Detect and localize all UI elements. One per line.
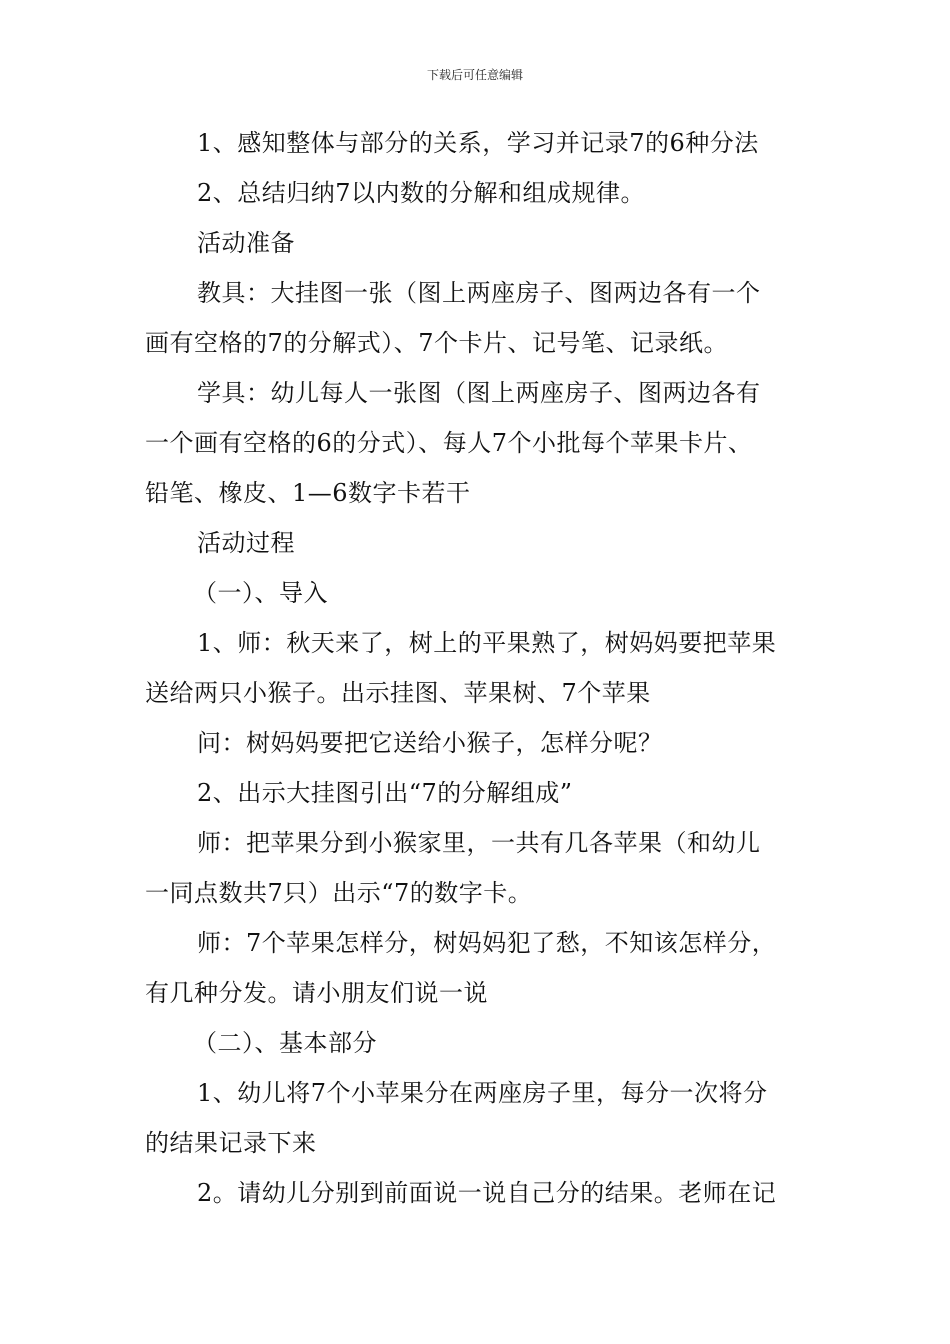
subsection-heading: （二）、基本部分 [193,1029,377,1057]
paragraph-line: 2、总结归纳7以内数的分解和组成规律。 [197,179,646,207]
page-header: 下载后可任意编辑 [426,68,523,82]
paragraph-line: 1、师：秋天来了，树上的平果熟了，树妈妈要把苹果 [197,629,777,657]
paragraph-line: 一个画有空格的6的分式）、每人7个小批每个苹果卡片、 [145,429,753,457]
paragraph-line: 一同点数共7只）出示“7的数字卡。 [145,879,533,907]
paragraph-line: 画有空格的7的分解式）、7个卡片、记号笔、记录纸。 [145,329,729,357]
paragraph-line: 送给两只小猴子。出示挂图、苹果树、7个苹果 [145,679,651,707]
subsection-heading: （一）、导入 [193,579,328,607]
section-heading: 活动过程 [197,529,295,557]
paragraph-line: 教具：大挂图一张（图上两座房子、图两边各有一个 [197,279,761,307]
paragraph-line: 1、感知整体与部分的关系，学习并记录7的6种分法 [197,129,759,157]
section-heading: 活动准备 [197,229,295,257]
paragraph-line: 问：树妈妈要把它送给小猴子，怎样分呢？ [197,729,663,757]
paragraph-line: 学具：幼儿每人一张图（图上两座房子、图两边各有 [197,379,761,407]
paragraph-line: 师：把苹果分到小猴家里，一共有几各苹果（和幼儿 [197,829,761,857]
paragraph-line: 铅笔、橡皮、1—6数字卡若干 [145,479,471,507]
paragraph-line: 的结果记录下来 [145,1129,317,1157]
paragraph-line: 师：7个苹果怎样分，树妈妈犯了愁，不知该怎样分， [197,929,777,957]
paragraph-line: 有几种分发。请小朋友们说一说 [145,979,488,1007]
paragraph-line: 1、幼儿将7个小苹果分在两座房子里，每分一次将分 [197,1079,768,1107]
paragraph-line: 2、出示大挂图引出“7的分解组成” [197,779,573,807]
paragraph-line: 2。请幼儿分别到前面说一说自己分的结果。老师在记 [197,1179,777,1207]
